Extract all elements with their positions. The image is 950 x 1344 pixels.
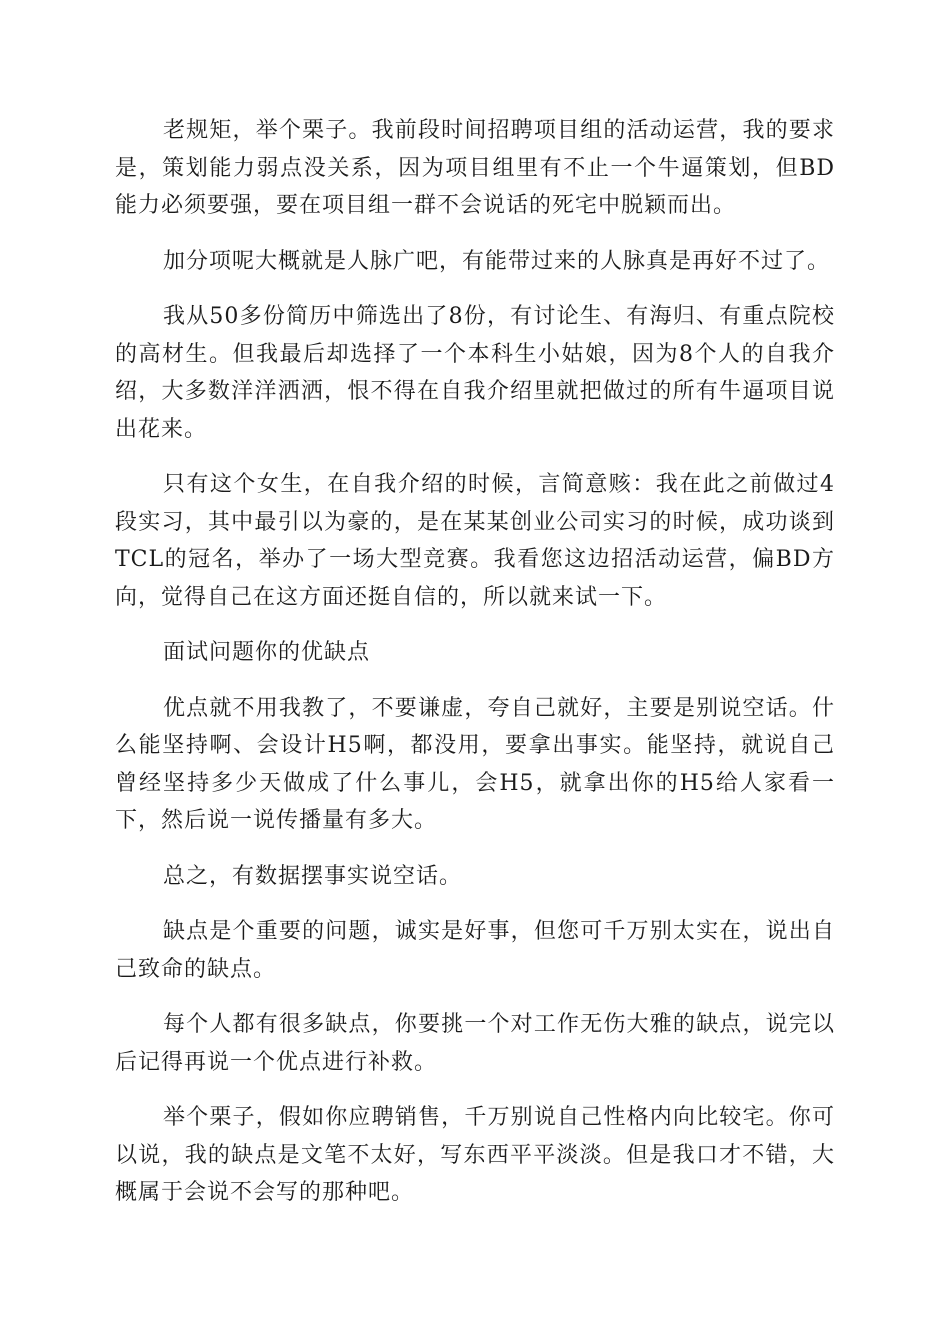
section-heading: 面试问题你的优缺点 bbox=[163, 640, 371, 665]
paragraph: 每个人都有很多缺点，你要挑一个对工作无伤大雅的缺点，说完以后记得再说一个优点进行补救。 bbox=[115, 1012, 835, 1075]
paragraph: 优点就不用我教了，不要谦虚，夸自己就好，主要是别说空话。什么能坚持啊、会设计H5啊，都没用，要拿出事实。能坚持，就说自己曾经坚持多少天做成了什么事儿，会H5，就拿出你的H5给人家看一下，然后说一说传播量有多大。 bbox=[115, 695, 835, 833]
paragraph: 缺点是个重要的问题，诚实是好事，但您可千万别太实在，说出自己致命的缺点。 bbox=[115, 919, 835, 982]
paragraph: 只有这个女生，在自我介绍的时候，言简意赅：我在此之前做过4段实习，其中最引以为豪的，是在某某创业公司实习的时候，成功谈到TCL的冠名，举办了一场大型竞赛。我看您这边招活动运营，偏BD方向，觉得自己在这方面还挺自信的，所以就来试一下。 bbox=[115, 472, 835, 610]
paragraph: 总之，有数据摆事实说空话。 bbox=[163, 863, 463, 889]
paragraph: 我从50多份简历中筛选出了8份，有讨论生、有海归、有重点院校的高材生。但我最后却选择了一个本科生小姑娘，因为8个人的自我介绍，大多数洋洋洒洒，恨不得在自我介绍里就把做过的所有牛逼项目说出花来。 bbox=[115, 304, 835, 442]
document-body bbox=[115, 112, 835, 1230]
paragraph: 老规矩，举个栗子。我前段时间招聘项目组的活动运营，我的要求是，策划能力弱点没关系，因为项目组里有不止一个牛逼策划，但BD能力必须要强，要在项目组一群不会说话的死宅中脱颖而出。 bbox=[115, 118, 835, 218]
paragraph: 加分项呢大概就是人脉广吧，有能带过来的人脉真是再好不过了。 bbox=[163, 248, 831, 274]
paragraph: 举个栗子，假如你应聘销售，千万别说自己性格内向比较宅。你可以说，我的缺点是文笔不太好，写东西平平淡淡。但是我口才不错，大概属于会说不会写的那种吧。 bbox=[115, 1105, 835, 1205]
